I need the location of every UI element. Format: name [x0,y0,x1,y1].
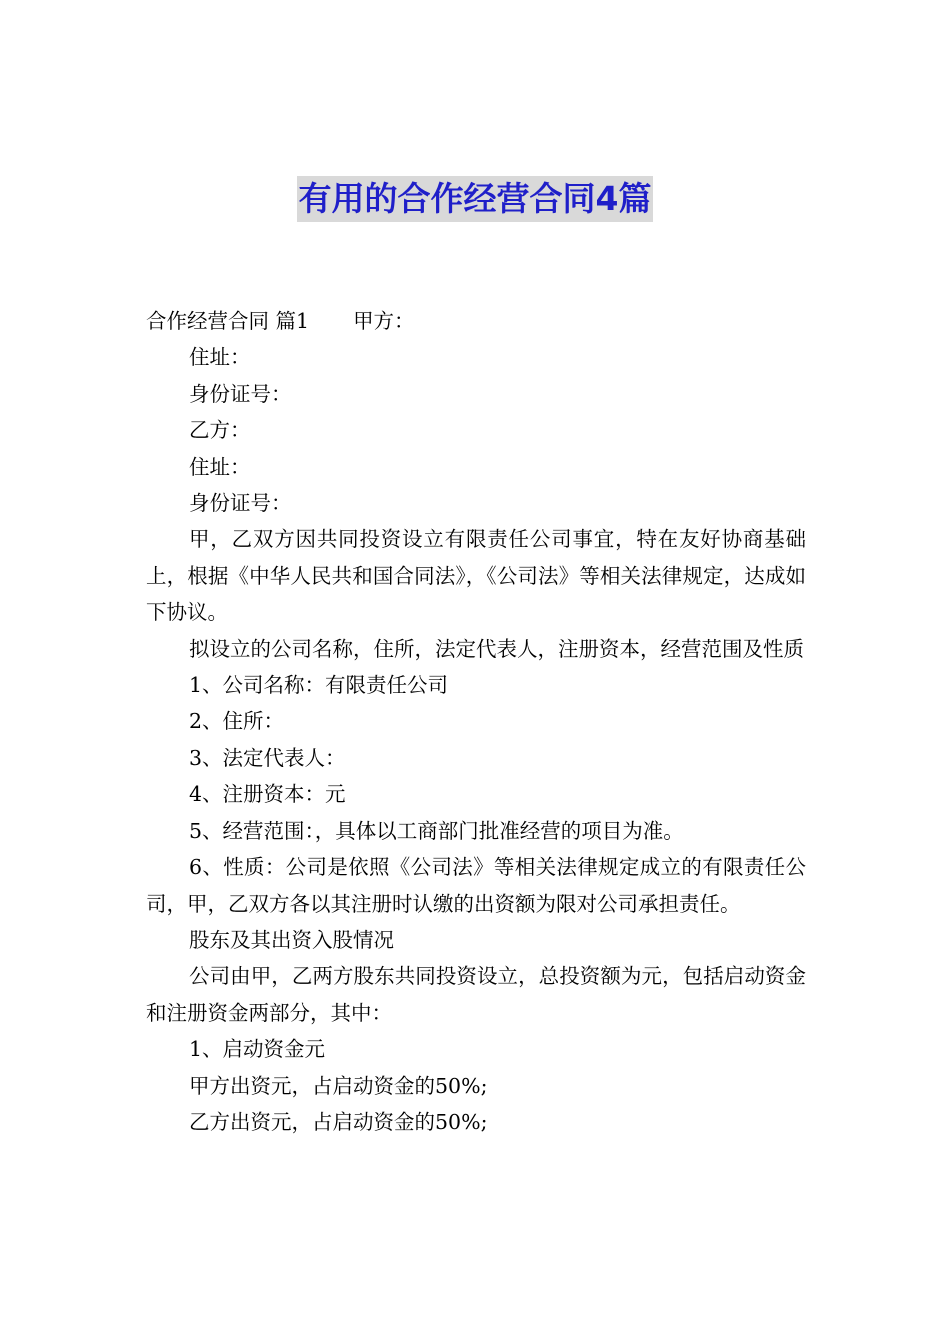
document-title-wrapper [0,176,950,222]
paragraph: 身份证号： [189,491,292,516]
paragraph: 乙方： [189,418,251,443]
paragraph: 甲，乙双方因共同投资设立有限责任公司事宜，特在友好协商基础上，根据《中华人民共和国合同法》，《公司法》等相关法律规定，达成如下协议。 [146,527,806,625]
party-a-label: 甲方： [353,309,415,333]
document-body [146,303,806,1140]
paragraph: 身份证号： [189,381,292,406]
paragraph: 4、注册资本：元 [189,782,346,807]
document-title: 有用的合作经营合同4篇 [297,176,654,222]
paragraph: 股东及其出资入股情况 [189,927,394,952]
paragraph: 3、法定代表人： [189,745,346,770]
contract-number: 合作经营合同 篇1 [146,309,310,333]
paragraph: 甲方出资元，占启动资金的50%; [189,1073,488,1098]
paragraph: 1、公司名称：有限责任公司 [189,673,449,698]
paragraph: 乙方出资元，占启动资金的50%; [189,1109,488,1134]
paragraph: 住址： [189,345,251,370]
paragraph: 1、启动资金元 [189,1037,326,1062]
paragraph: 住址： [189,454,251,479]
paragraph: 6、性质：公司是依照《公司法》等相关法律规定成立的有限责任公司，甲，乙双方各以其注册时认缴的出资额为限对公司承担责任。 [146,855,806,916]
contract-heading-line [146,303,806,339]
paragraph: 拟设立的公司名称，住所，法定代表人，注册资本，经营范围及性质 [189,636,804,661]
paragraph: 5、经营范围：，具体以工商部门批准经营的项目为准。 [189,818,684,843]
paragraph: 公司由甲，乙两方股东共同投资设立，总投资额为元，包括启动资金和注册资金两部分，其中： [146,964,806,1025]
paragraph: 2、住所： [189,709,285,734]
